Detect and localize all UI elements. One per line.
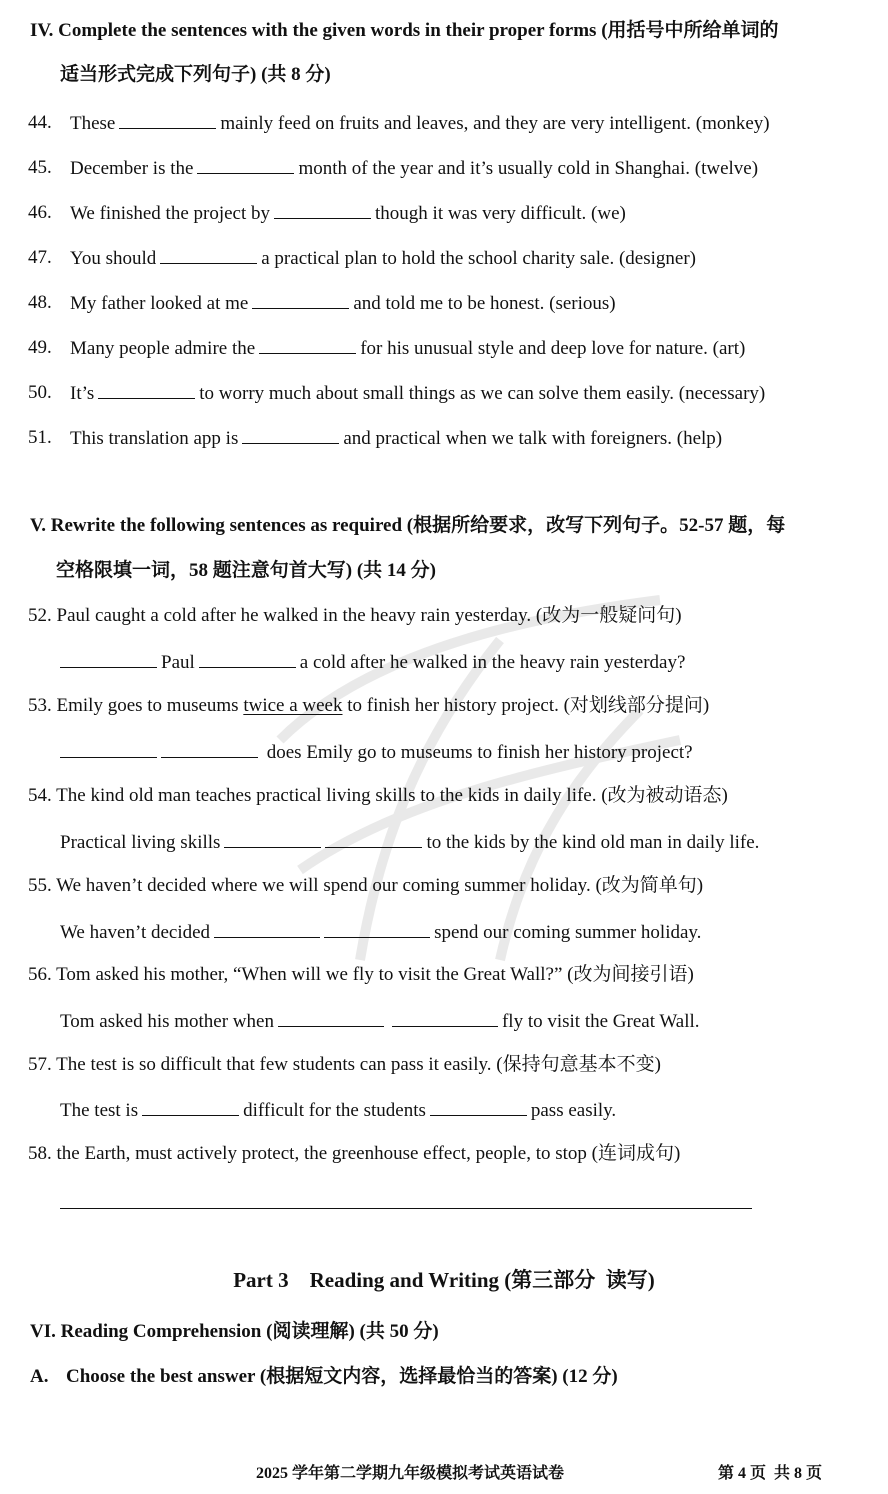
answer-blank[interactable]	[142, 1097, 239, 1116]
answer-blank[interactable]	[214, 919, 320, 938]
answer-blank[interactable]	[274, 200, 371, 219]
answer-blank[interactable]	[197, 155, 294, 174]
answer-blank[interactable]	[60, 739, 157, 758]
footer-exam-title: 2025 学年第二学期九年级模拟考试英语试卷	[256, 1465, 565, 1482]
answer-blank[interactable]	[430, 1097, 527, 1116]
answer-blank[interactable]	[224, 829, 321, 848]
underlined-phrase: twice a week	[243, 695, 343, 716]
answer-blank[interactable]	[119, 110, 216, 129]
answer-blank[interactable]	[325, 829, 422, 848]
answer-blank[interactable]	[392, 1008, 498, 1027]
answer-blank[interactable]	[252, 290, 349, 309]
answer-line-58[interactable]	[60, 1208, 752, 1209]
answer-blank[interactable]	[160, 245, 257, 264]
answer-blank[interactable]	[60, 649, 157, 668]
answer-blank[interactable]	[324, 919, 430, 938]
footer-page-number: 第 4 页 共 8 页	[718, 1465, 823, 1482]
answer-blank[interactable]	[161, 739, 258, 758]
answer-blank[interactable]	[242, 425, 339, 444]
answer-blank[interactable]	[259, 335, 356, 354]
answer-blank[interactable]	[98, 380, 195, 399]
answer-blank[interactable]	[199, 649, 296, 668]
answer-blank[interactable]	[278, 1008, 384, 1027]
part3-title: Part 3 Reading and Writing (第三部分 读写)	[233, 1268, 655, 1292]
